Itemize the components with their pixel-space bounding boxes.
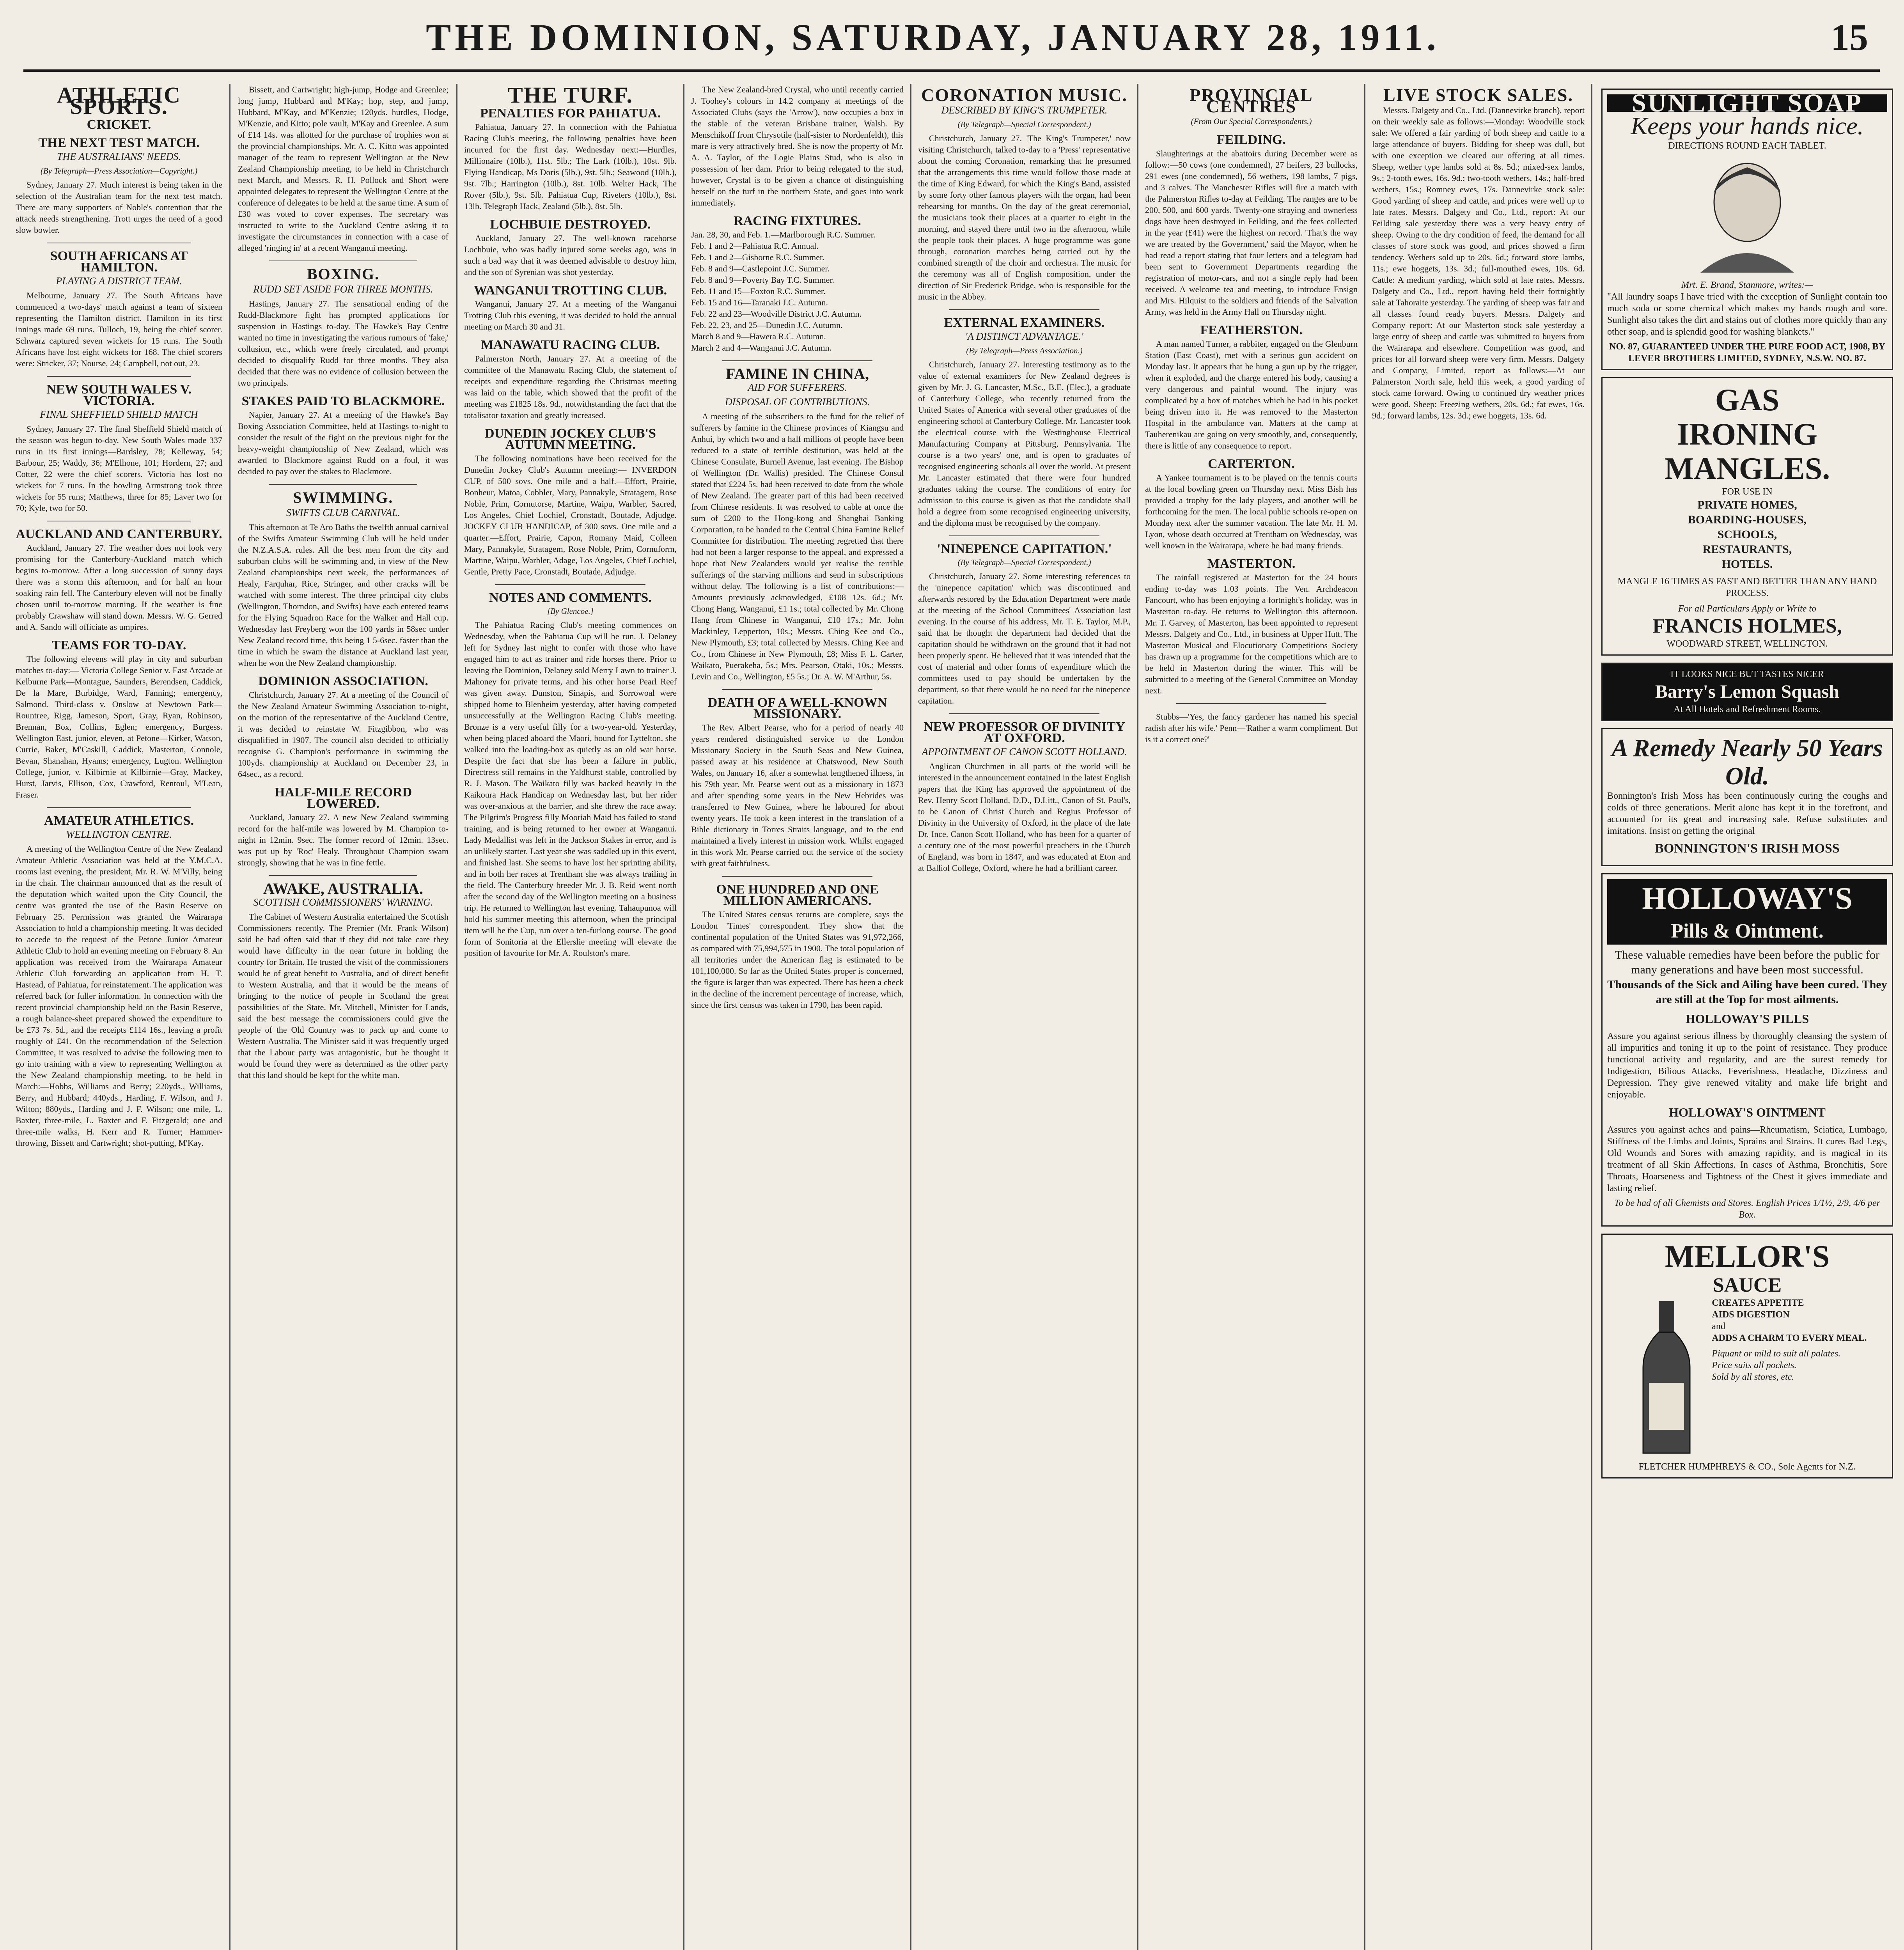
article-body: Hastings, January 27. The sensational ending of the Rudd-Blackmore fight has prompted applications for suspension in Hastings to-day. The Hawke's Bay Centre wanted no time in investigating the various rumours of 'fake,' collusion, etc., which were freely circulated, and prompt decided to disqualify Rudd for three months. They also decided that there was no evidence of collusion between the two principals. bbox=[238, 299, 449, 388]
article-heading: THE NEXT TEST MATCH. bbox=[38, 136, 200, 150]
article-body: Christchurch, January 27. At a meeting of the Council of the New Zealand Amateur Swimming Association to-night, on the motion of the representative of the Auckland Centre, it was decided to reinstate W. Fitzgibbon, who was disqualified in 1907. The council also decided to officially recognise G. Champion's performance in swimming the 100yds. championship at Auckland on December 23, in 64sec., as a record. bbox=[238, 690, 449, 779]
article-heading: AMATEUR ATHLETICS. bbox=[44, 814, 194, 828]
cricket-heading: CRICKET. bbox=[87, 117, 151, 132]
list-item: March 2 and 4—Wanganui J.C. Autumn. bbox=[691, 343, 831, 353]
ad-use-item: SCHOOLS, bbox=[1717, 528, 1777, 541]
article-body: Christchurch, January 27. Some interesting references to the 'ninepence capitation' which was discontinued and afterwards restored by the Education Department were made at the meeting of the School Committees' Association last evening. In the course of his address, Mr. T. E. Taylor, M.P., said that he thought the department had decided that the capitation should be withdrawn on the ground that it had not been properly spent. He believed that it was intended that the cost of material and other forms of expenditure which the committees used to pay should be undertaken by the department, so that there would be no need for the ninepence capitation. bbox=[918, 571, 1131, 706]
ad-testimonial-name: Mrt. E. Brand, Stanmore, writes:— bbox=[1681, 280, 1813, 290]
article-subheading: FINAL SHEFFIELD SHIELD MATCH bbox=[40, 409, 198, 420]
ad-text: For all Particulars Apply or Write to bbox=[1678, 604, 1817, 614]
section-heading: PROVINCIAL CENTRES bbox=[1190, 85, 1313, 116]
byline: (By Telegraph—Press Association—Copyright.) bbox=[40, 166, 198, 176]
column-rule bbox=[1137, 84, 1138, 1950]
article-body: Auckland, January 27. The weather does not look very promising for the Canterbury-Auckland match which begins to-morrow. After a long succession of sunny days there was a storm this afternoon, and for half an hour soaking rain fell. The Canterbury eleven will not be finally chosen until to-morrow morning. If the weather is fine probably Crawshaw will stand down. Messrs. W. G. Gerred and A. Sando will officiate as umpires. bbox=[16, 543, 222, 632]
article-body: Wanganui, January 27. At a meeting of the Wanganui Trotting Club this evening, it was decided to hold the annual meeting on March 30 and 31. bbox=[464, 299, 677, 332]
article-body: Bissett, and Cartwright; high-jump, Hodge and Greenlee; long jump, Hubbard and M'Kay; hop, step, and jump, Hubbard, M'Kay, and M'Kenzie; 120yds. hurdles, Hodge, M'Kenzie, and Kitto; pole vault, M'Kay and Greenlee. A sum of £14 14s. was allotted for the purchase of trophies won at the provincial championships. Mr. A. C. Kitto was appointed manager of the team to represent Wellington at the New Zealand Championship meeting, to be held in Christchurch next March, and Messrs. R. H. Pollock and Short were appointed delegates to represent the Wellington Centre at the conference of delegates to be held at the same time. A sum of £30 was voted to cover expenses. The secretary was instructed to write to the Auckland Centre asking it to investigate the circumstances in connection with a case of alleged 'ringing in' at a recent Wanganui meeting. bbox=[238, 85, 449, 253]
article-heading: EXTERNAL EXAMINERS. bbox=[944, 316, 1105, 330]
sauce-bottle-illustration bbox=[1627, 1297, 1705, 1461]
section-heading: BOXING. bbox=[307, 265, 380, 283]
column-advertisements bbox=[1599, 84, 1895, 1950]
article-body: Anglican Churchmen in all parts of the world will be interested in the announcement contained in the latest English papers that the King has approved the appointment of the Rev. Henry Scott Holland, D.D., D.Litt., Canon of St. Paul's, to be Canon of Christ Church and Regius Professor of Divinity in the University of Oxford, in the place of the late Dr. Ince. Canon Scott Holland, who has been for a quarter of a century one of the most powerful preachers in the Church of England, was born in 1847, and was educated at Eton and at Balliol College, Oxford, where he had a brilliant career. bbox=[918, 761, 1131, 873]
article-heading: NOTES AND COMMENTS. bbox=[489, 590, 652, 605]
article-heading: NEW PROFESSOR OF DIVINITY AT OXFORD. bbox=[924, 720, 1125, 745]
ad-barrys-lemon-squash bbox=[1601, 663, 1893, 721]
ad-address: WOODWARD STREET, WELLINGTON. bbox=[1666, 639, 1828, 649]
ad-title: MANGLES. bbox=[1664, 452, 1830, 486]
ad-brand: BONNINGTON'S IRISH MOSS bbox=[1655, 841, 1840, 856]
ad-brand: MELLOR'S bbox=[1665, 1239, 1830, 1274]
section-heading: LIVE STOCK SALES. bbox=[1383, 85, 1573, 105]
masthead-title: THE DOMINION, SATURDAY, JANUARY 28, 1911. bbox=[426, 16, 1440, 58]
article-heading: TEAMS FOR TO-DAY. bbox=[51, 638, 186, 652]
ad-use-item: PRIVATE HOMES, bbox=[1697, 498, 1797, 511]
ad-maker: FLETCHER HUMPHREYS & CO., Sole Agents for N.Z. bbox=[1638, 1462, 1856, 1472]
ad-use-item: HOTELS. bbox=[1721, 558, 1773, 571]
ad-body: Bonnington's Irish Moss has been continuously curing the coughs and colds of three generations. Merit alone has kept it in the forefront, and accounted for its great and increasing sale. Refuse substitutes and imitations. Insist on getting the original bbox=[1607, 791, 1887, 836]
article-heading: WANGANUI TROTTING CLUB. bbox=[473, 283, 667, 298]
article-body: The New Zealand-bred Crystal, who until recently carried J. Toohey's colours in 14.2 company at meetings of the Associated Clubs (says the 'Arrow'), now occupies a box in the stable of the veteran Brisbane trainer, Walsh. By Menschikoff from Chrysotile (half-sister to Nordenfeldt), this mare is very attractively bred. She is now the property of Mr. A. A. Taylor, of the Logie Plains Stud, who is also in possession of her dam. Prior to being relegated to the stud, however, Crystal is to be given a chance of distinguishing herself on the turf in the northern State, and goes into work immediately. bbox=[691, 85, 904, 207]
article-body: The following nominations have been received for the Dunedin Jockey Club's Autumn meeting:— INVERDON CUP, of 500 sovs. One mile and a half.—Effort, Prairie, Bonheur, Matoa, Cobbler, Mary, Pannakyle, Stratagem, Rose Noble, Prim, Cornutorse, Martine, Waipu, Warbler, Sacred, Los Angeles, Chief Lochiel, Cronstadt, Boutade, Adjudge. JOCKEY CLUB HANDICAP, of 300 sovs. One mile and a quarter.—Effort, Prairie, Capon, Romany Maid, Colleen Mary, Pannakyle, Stratagem, Rose Noble, Prim, Cornuform, Martine, Waipu, Warbler, Adage, Los Angeles, Chief Lochiel, Gentle, Pretty Pace, Cronstadt, Boutade, Adjudge. bbox=[464, 454, 677, 576]
article-body: Sydney, January 27. Much interest is being taken in the selection of the Australian team for the next test match. There are many supporters of Noble's contention that the attack needs strengthening. Trott urges the need of a good slow bowler. bbox=[16, 180, 222, 235]
article-heading: AWAKE, AUSTRALIA. bbox=[263, 880, 424, 897]
article-body: Auckland, January 27. The well-known racehorse Lochbuie, who was badly injured some weeks ago, was in such a bad way that it was deemed advisable to destroy him, and the son of Syrenian was shot yesterday. bbox=[464, 233, 677, 277]
article-body: This afternoon at Te Aro Baths the twelfth annual carnival of the Swifts Amateur Swimming Club will be held under the N.Z.A.S.A. rules. All the best men from the city and suburban clubs will be swimming and, in view of the New Zealand championships next week, the performances of Healy, Farquhar, Rice, Stringer, and other cracks will be watched with some interest. The three principal city clubs (Wellington, Thorndon, and Swifts) have each entered teams for the Flying Squadron Race for the Walker and Hall cup. Wednesday last Freyberg won the 100 yards in 58sec under New Zealand record time, this being 1 5-6sec. faster than the time in which he swam the distance at Auckland last year, when he won the New Zealand championship. bbox=[238, 522, 449, 668]
column-4 bbox=[691, 84, 904, 1950]
divider bbox=[47, 807, 191, 808]
article-subheading: SCOTTISH COMMISSIONERS' WARNING. bbox=[253, 897, 433, 908]
article-subheading: SWIFTS CLUB CARNIVAL. bbox=[286, 507, 401, 518]
ad-text: Thousands of the Sick and Ailing have been cured. They are still at the Top for most ailments. bbox=[1607, 978, 1887, 1006]
article-body: Auckland, January 27. A new New Zealand swimming record for the half-mile was lowered by M. Champion to-night in 12min. 9sec. The former record of 12min. 13sec. was put up by 'Roc' Healy. Throughout Champion swam strongly, showing that he was in fine fettle. bbox=[238, 812, 449, 867]
article-heading: DOMINION ASSOCIATION. bbox=[258, 674, 428, 688]
column-rule bbox=[1364, 84, 1365, 1950]
article-body: Slaughterings at the abattoirs during December were as follow:—50 cows (one condemned), 27 heifers, 23 bullocks, 291 ewes (one condemned), 56 wethers, 198 lambs, 7 pigs, and 3 calves. The Manchester Rifles will fire a match with the Palmerston Rifles to-day at Feilding. The ranges are to be 200, 500, and 600 yards. Twenty-one straying and ownerless dogs have been destroyed in Feilding, and the fees collected in the year (£41) were the highest on record. 'That's the way we are treated by the Government,' said the Mayor, when he had read a report stating that four letters and a telegram had been sent to Government Departments regarding the registration of motor-cars, and not a single reply had been received. A welcome tea and meeting, to introduce Ensign and Mrs. Hilquist to the soldiers and friends of the Salvation Army, was held in the Army Hall on Thursday night. bbox=[1145, 149, 1358, 317]
ad-title: GAS bbox=[1715, 383, 1780, 417]
article-body: A meeting of the Wellington Centre of the New Zealand Amateur Athletic Association was held at the Y.M.C.A. rooms last evening, the president, Mr. R. W. M'Villy, being in the chair. The chairman announced that as the result of the deputation which waited upon the City Council, the centre was granted the use of the Basin Reserve on February 25. Permission was granted the Wairarapa Association to hold a championship meeting. It was decided to accede to the request of the Petone Junior Amateur Athletic Club to hold an evening meeting on February 8. An application was received from the Wairarapa Amateur Athletic Club forwarding an application from H. T. Hastead, of Pahiatua, for reinstatement. The application was referred back for fuller information. In connection with the recent provincial championship held on the Basin Reserve, a rough balance-sheet prepared showed the expenditure to be £73 7s. 5d., and the receipts £114 16s., leaving a profit roughly of £41. On the recommendation of the Selection Committee, it was resolved to advise the following men to go into training with a view to representing Wellington at the New Zealand championship meeting, to be held in March:—Hobbs, Williams and Berry; 220yds., Williams, Berry, and Hubbard; 440yds., Harding, F. Wilson, and J. Wilton; 880yds., Harding and J. F. Wilson; one mile, L. Baxter, three-mile, L. Baxter and F. Fitzgerald; one and three-mile walks, H. Kerr and R. Turner; Hammer-throwing, Bissett and Cartwright; shot-putting, M'Kay. bbox=[16, 844, 222, 1148]
ad-title: A Remedy Nearly 50 Years Old. bbox=[1611, 734, 1883, 790]
byline: (From Our Special Correspondents.) bbox=[1191, 117, 1312, 126]
article-body: The Rev. Albert Pearse, who for a period of nearly 40 years rendered distinguished service to the London Missionary Society in the South Seas and New Guinea, passed away at his residence at Chatswood, New South Wales, on January 16, after a somewhat lengthened illness, in his 79th year. Mr. Pearse went out as a missionary in 1873 and after spending some years in the New Hebrides was transferred to New Guinea, where he laboured for about twenty years. He took a keen interest in the translation of a Bible dictionary in Torres Straits language, and to the end maintained a lively interest in mission work. Whilst engaged in this work Mr. Pearse carried out the service of the society with great faithfulness. bbox=[691, 723, 904, 868]
ad-sunlight-soap bbox=[1601, 89, 1893, 370]
article-heading: HALF-MILE RECORD LOWERED. bbox=[274, 785, 412, 811]
column-provincial bbox=[1145, 84, 1358, 1950]
divider bbox=[949, 535, 1099, 536]
ad-title: Pills & Ointment. bbox=[1607, 918, 1887, 945]
ad-footer: To be had of all Chemists and Stores. English Prices 1/1½, 2/9, 4/6 per Box. bbox=[1614, 1198, 1880, 1220]
article-heading: RACING FIXTURES. bbox=[734, 214, 861, 228]
byline: (By Telegraph—Special Correspondent.) bbox=[957, 558, 1091, 567]
ad-title: IRONING bbox=[1677, 417, 1818, 452]
ad-brand: Barry's Lemon Squash bbox=[1655, 681, 1840, 702]
article-heading: FEATHERSTON. bbox=[1200, 323, 1303, 337]
article-heading: DEATH OF A WELL-KNOWN MISSIONARY. bbox=[707, 695, 887, 721]
section-heading: THE TURF. bbox=[508, 84, 633, 108]
article-body: Messrs. Dalgety and Co., Ltd. (Dannevirke branch), report on their weekly sale as follows:—Monday: Woodville stock sale: We offered a fair yarding of both sheep and cattle to a large attendance of buyers. Bidding for sheep was dull, but with one exception we cleared our offering at all times. Sheep, wether type lambs sold at 8s. 5d.; mixed-sex lambs, 9s.; 2-tooth ewes, 16s. 9d.; two-tooth wethers, 14s.; half-bred wethers, 15s.; Romney ewes, 17s. Dannevirke stock sale: Good yarding of sheep and cattle, and prices were well up to late rates. Messrs. Dalgety and Co., Ltd., report: At our Feilding sale yesterday there was a very heavy entry of sheep. Owing to the dry condition of feed, the demand for all classes of store stock was good, and prices showed a firm tendency. Wethers sold up to 20s. 6d.; forward store lambs, 11s.; ewe hoggets, 13s. 3d.; full-mouthed ewes, 10s. 6d. Cattle: A medium yarding, which sold at late rates. Messrs. Dalgety and Co., Ltd., report having held their fortnightly sale at Tahoraite yesterday. The yarding of sheep was fair and all classes found ready buyers. Messrs. Dalgety and Company report: At our Masterton stock sale yesterday a large entry of sheep and cattle was submitted to buyers from the Wairarapa and elsewhere. Competition was good, and prices for all forward sheep were very firm. Messrs. Dalgety and Company, Limited, report as follows:—At our Palmerston North sale, held this week, a good yarding of stock came forward. Owing to continued dry weather prices were good. Sheep: Freezing wethers, 20s. 6d.; fat ewes, 16s. 9d.; forward lambs, 12s. 3d.; ewe hoggets, 13s. 6d. bbox=[1372, 105, 1585, 420]
divider bbox=[722, 876, 872, 877]
article-heading: 'NINEPENCE CAPITATION.' bbox=[937, 542, 1112, 556]
list-item: Feb. 8 and 9—Castlepoint J.C. Summer. bbox=[691, 264, 830, 273]
article-heading: LOCHBUIE DESTROYED. bbox=[490, 217, 651, 232]
article-body: Christchurch, January 27. 'The King's Trumpeter,' now visiting Christchurch, talked to-day to a 'Press' representative about the coming Coronation, remarking that he presumed that the arrangements this time would follow those made at the time of King Edward, for which the King's Band, assisted by some forty other famous players with the organ, had been rehearsing for months. On the day of the great ceremonial, the musicians took their places at a quarter to eight in the morning, and stayed there until two in the afternoon, while the people took their places. A huge programme was gone through, coronation marches being carried out by the combined strength of the choir and orchestra. The music for the ceremony was all of English composition, under the direction of Sir Frederick Bridge, who is responsible for the music in the Abbey. bbox=[918, 133, 1131, 301]
ad-brand: SUNLIGHT SOAP bbox=[1607, 94, 1887, 112]
page-number: 15 bbox=[1831, 16, 1868, 58]
article-body: Sydney, January 27. The final Sheffield Shield match of the season was begun to-day. New South Wales made 337 runs in its first innings—Bardsley, 78; Kelleway, 54; Barbour, 25; Waddy, 36; M'Elhone, 101; Hordern, 27; and Cotter, 22 were the chief scorers. Victoria has lost no wickets for 7 runs. In the bowling Armstrong took three wickets for 55 runs; Matthews, three for 85; Laver two for 70; Kyle, two for 50. bbox=[16, 424, 222, 513]
article-subheading: WELLINGTON CENTRE. bbox=[66, 829, 172, 840]
divider bbox=[949, 713, 1099, 714]
divider bbox=[269, 875, 417, 876]
article-body: A Yankee tournament is to be played on the tennis courts at the local bowling green on Thursday next. Miss Bish has provided a trophy for the lady players, and another will be forthcoming for the men. The local public schools re-open on Monday next after the summer vacation. The late Mr. H. M. Lyon, whose death occurred at Trentham on Wednesday, was well known in the Wairarapa, where he had many friends. bbox=[1145, 473, 1358, 550]
column-rule bbox=[683, 84, 684, 1950]
article-body: The Pahiatua Racing Club's meeting commences on Wednesday, when the Pahiatua Cup will be run. J. Delaney left for Sydney last night to confer with those who have engaged him to act as trainer and ride horses there. Prior to leaving the Dominion, Delaney sold Merry Lawn to trainer J. Mahoney for private terms, and his other horse Pearl Reef was given away. Dunston, Sinapis, and Sorrowoal were shipped home to Blenheim yesterday, after having competed unsuccessfully at the Wellington Racing Club's meeting. Bronze is a very useful filly for a two-year-old. Yesterday, when being placed aboard the Maori, bound for Lyttelton, she walked into the loading-box as quietly as an old war horse. Despite the fact that she has been a failure in public, Directress still remains in the Yaldhurst stable, controlled by R. J. Mason. The Waikato filly was backed heavily in the Kaikoura Hack Handicap on Wednesday last, but her rider was over-anxious at the barrier, and she threw the race away. The Pilgrim's Progress filly Mooriah Maid has failed to stand training, and is being returned to her owner at Wanganui. Lady Medallist was left in the Jackson Stakes in error, and is an unlikely starter. Last year she was saddled up in this event, and finished last. She seems to have lost her sprinting ability, and in both her races at Trentham she was always trailing in the field. The Canterbury breeder Mr. J. B. Reid went north after the second day of the Wellington meeting on a business trip. He returned to Wellington last evening. Tahaupunoa will hold his summer meeting this afternoon, when the principal item will be the Cup, run over a ten-furlong course. The good form of Sonitoria at the Ellerslie meeting will elevate the position of favourite for Mr. A. Roulston's mare. bbox=[464, 620, 677, 958]
divider bbox=[722, 689, 872, 690]
list-item: March 8 and 9—Hawera R.C. Autumn. bbox=[691, 332, 826, 341]
ad-text: CREATES APPETITE bbox=[1712, 1298, 1804, 1308]
ad-use-item: BOARDING-HOUSES, bbox=[1688, 513, 1807, 526]
article-heading: DUNEDIN JOCKEY CLUB'S AUTUMN MEETING. bbox=[485, 426, 656, 452]
article-subheading: RUDD SET ASIDE FOR THREE MONTHS. bbox=[253, 284, 433, 295]
ad-text: At All Hotels and Refreshment Rooms. bbox=[1674, 704, 1821, 714]
column-turf bbox=[464, 84, 677, 1950]
article-heading: SOUTH AFRICANS AT HAMILTON. bbox=[50, 249, 188, 275]
article-heading: FEILDING. bbox=[1217, 133, 1286, 147]
ad-guarantee: NO. 87, GUARANTEED UNDER THE PURE FOOD ACT, 1908, BY LEVER BROTHERS LIMITED, SYDNEY, N.S.W. NO. 87. bbox=[1609, 342, 1885, 363]
ad-directions: DIRECTIONS ROUND EACH TABLET. bbox=[1668, 141, 1826, 151]
divider bbox=[722, 360, 872, 361]
article-heading: CARTERTON. bbox=[1208, 457, 1295, 471]
list-item: Feb. 1 and 2—Pahiatua R.C. Annual. bbox=[691, 241, 819, 251]
ad-subtitle: HOLLOWAY'S OINTMENT bbox=[1669, 1105, 1826, 1119]
ad-use-item: RESTAURANTS, bbox=[1702, 543, 1792, 556]
ad-company: FRANCIS HOLMES, bbox=[1652, 615, 1842, 637]
section-heading: SWIMMING. bbox=[293, 489, 394, 506]
list-item: Feb. 8 and 9—Poverty Bay T.C. Summer. bbox=[691, 275, 835, 285]
ad-text: AIDS DIGESTION bbox=[1712, 1310, 1790, 1320]
ad-mellors-sauce bbox=[1601, 1234, 1893, 1478]
section-heading: CORONATION MUSIC. bbox=[921, 85, 1128, 105]
byline: (By Telegraph—Press Association.) bbox=[966, 346, 1083, 355]
ad-text: IT LOOKS NICE BUT TASTES NICER bbox=[1670, 669, 1824, 679]
ad-body: Assures you against aches and pains—Rheumatism, Sciatica, Lumbago, Stiffness of the Limbs and Joints, Sprains and Strains. It cures Bad Legs, Old Wounds and Sores with amazing rapidity, and is magical in its treatment of all Skin Affections. In cases of Asthma, Bronchitis, Sore Throats, Hoarseness and Tightness of the Chest it gives immediate and lasting relief. bbox=[1607, 1125, 1887, 1193]
ad-text: ADDS A CHARM TO EVERY MEAL. bbox=[1712, 1333, 1867, 1343]
divider bbox=[47, 376, 191, 377]
divider bbox=[1176, 703, 1326, 704]
column-athletic-sports bbox=[16, 84, 222, 1950]
ad-title: HOLLOWAY'S bbox=[1607, 879, 1887, 918]
ad-product: SAUCE bbox=[1713, 1274, 1782, 1296]
column-rule bbox=[456, 84, 457, 1950]
article-heading: MANAWATU RACING CLUB. bbox=[480, 338, 660, 352]
article-body: The following elevens will play in city and suburban matches to-day:— Victoria College Senior v. East Arcade at Kelburne Park—Montague, Saunders, Berendsen, Caddick, De la Mare, Burbidge, Ward, Fanning; emergency, Salmond. Third-class v. Onslow at Newtown Park—Rountree, Rigg, Jameson, Sport, Gray, Ryan, Robinson, Brennan, Box, Collins, Eglen; emergency, Burgess. Wellington East, junior, eleven, at Petone—Kirker, Watson, Currie, Baker, M'Caskill, Caddick, Masterton, Connole, Bevan, Shanahan, Hyams; emergency, Lugton. Wellington College, junior, v. Kilbirnie at Kilbirnie—Gray, Mackey, Hurst, Jarvis, Ellison, Cox, Crawford, Rentoul, M'Lean, Fraser. bbox=[16, 654, 222, 800]
article-heading: AUCKLAND AND CANTERBURY. bbox=[16, 527, 222, 541]
article-heading: MASTERTON. bbox=[1207, 557, 1296, 571]
article-body: Melbourne, January 27. The South Africans have commenced a two-days' match against a team of sixteen representing the Hamilton district. Hamilton in its first innings made 69 runs. Tulloch, 19, being the chief scorer. Schwarz captured seven wickets for 15 runs. The South Africans have lost eight wickets for 168. The chief scorers were: Stricker, 37; Nourse, 24; Campbell, not out, 23. bbox=[16, 291, 222, 368]
ad-text: Price suits all pockets. bbox=[1712, 1360, 1797, 1370]
column-5 bbox=[918, 84, 1131, 1950]
ad-gas-mangles bbox=[1601, 377, 1893, 656]
article-body: Pahiatua, January 27. In connection with the Pahiatua Racing Club's meeting, the following penalties have been incurred for the first day. Wednesday next:—Hurdles, Millionaire (10lb.), 11st. 5lb.; The Lark (10lb.), 10st. 9lb. Flying Handicap, Ms Doris (5lb.), 9st. 5lb.; Seawood (10lb.), 9st. 7lb.; Harrington (10lb.), 8st. 10lb. Welter Hack, The Rover (5lb.), 9st. 5lb. Pahiatua Cup, Riveters (10lb.), 8st. 13lb. Telegraph Hack, Zealand (5lb.), 8st. 5lb. bbox=[464, 122, 677, 211]
ad-text: Sold by all stores, etc. bbox=[1712, 1372, 1794, 1382]
list-item: Feb. 15 and 16—Taranaki J.C. Autumn. bbox=[691, 298, 828, 307]
article-body: The rainfall registered at Masterton for the 24 hours ending to-day was 1.03 points. The Ven. Archdeacon Fancourt, who has been enjoying a fortnight's holiday, was in Masterton to-day. He returns to Wellington this afternoon. Mr. T. Garvey, of Masterton, has been appointed to represent Messrs. Dalgety and Co., Ltd., in business at Upper Hutt. The Masterton Musical and Elocutionary Competitions Society has drawn up a programme for the competitions which are to be held in Masterton during the winter. This will be submitted to a meeting of the General Committee on Monday next. bbox=[1145, 573, 1358, 695]
article-heading: FAMINE IN CHINA, bbox=[725, 365, 869, 383]
column-rule bbox=[910, 84, 911, 1950]
article-subheading: THE AUSTRALIANS' NEEDS. bbox=[57, 151, 181, 162]
byline: (By Telegraph—Special Correspondent.) bbox=[957, 120, 1091, 129]
ad-tagline: Keeps your hands nice. bbox=[1631, 112, 1864, 140]
masthead-rule bbox=[23, 69, 1880, 72]
fixtures-list bbox=[691, 229, 904, 353]
article-body: Stubbs—'Yes, the fancy gardener has named his special radish after his wife.' Penn—'Rather a warm compliment. But is it a correct one?' bbox=[1145, 712, 1358, 744]
byline: [By Glencoe.] bbox=[547, 606, 594, 616]
divider bbox=[949, 309, 1099, 310]
article-heading: NEW SOUTH WALES V. VICTORIA. bbox=[46, 382, 191, 408]
article-body: A man named Turner, a rabbiter, engaged on the Glenburn Station (East Coast), met with a serious gun accident on Monday last. It appears that he hung a gun up by the trigger, when it exploded, and the charge entered his body, causing a very dangerous and painful wound. The injury was complicated by a box of matches which he had in his pocket being driven into it. He was removed to the Masterton Hospital in the ambulance van. Matters at the camp at Tauherenikau are going on very smoothly, and, consequently, there is little of any consequence to report. bbox=[1145, 339, 1358, 450]
article-body: A meeting of the subscribers to the fund for the relief of sufferers by famine in the Chinese provinces of Kiangsu and Anhui, by which two and a half millions of people have been reduced to a state of terrible destitution, was held at the Chinese Consulate, Burnell Avenue, last evening. The Bishop of Wellington (Dr. Wallis) presided. The Chinese Consul stated that £224 5s. had been received to date from the whole of New Zealand. The greater part of this had been received from Chinese residents. It was resolved to cable at once the sum of £200 to the Hong-kong and Shanghai Banking Corporation, to be handed to the Central China Famine Relief Committee for distribution. The meeting regretted that there had not been a larger response to the appeal, and expressed a hope that New Zealanders would yet realise the terrible sufferings of the starving millions and send in subscriptions without delay. The following is a list of contributions:—Amounts previously acknowledged, £108 12s. 6d.; Mr. Chong Hang, Wanganui, £1 1s.; total collected by Mr. Chong Hang from Chinese in Wanganui, £10 17s.; Mr. John Mackinley, Lepperton, 10s.; Messrs. Ching Kee and Co., New Plymouth, £3; total collected by Messrs. Ching Kee and Co., from Chinese in New Plymouth, £8; Miss F. L. Carter, Waikato, Puerakeha, 5s.; Mrs. Pearson, Otaki, 10s.; Messrs. Levin and Co., Wellington, £5 5s.; Dr. A. W. M'Arthur, 5s. bbox=[691, 411, 904, 681]
article-heading: STAKES PAID TO BLACKMORE. bbox=[241, 394, 445, 408]
ad-text: MANGLE 16 TIMES AS FAST AND BETTER THAN ANY HAND PROCESS. bbox=[1617, 576, 1877, 598]
list-item: Feb. 11 and 15—Foxton R.C. Summer. bbox=[691, 286, 826, 296]
column-rule bbox=[229, 84, 230, 1950]
list-item: Feb. 22 and 23—Woodville District J.C. Autumn. bbox=[691, 309, 862, 319]
divider bbox=[269, 484, 417, 485]
article-subheading: AID FOR SUFFERERS. bbox=[748, 382, 847, 393]
column-2 bbox=[238, 84, 449, 1950]
ad-text: Piquant or mild to suit all palates. bbox=[1712, 1349, 1841, 1359]
ad-text: FOR USE IN bbox=[1722, 487, 1773, 497]
article-body: Palmerston North, January 27. At a meeting of the committee of the Manawatu Racing Club, the statement of receipts and expenditure regarding the Christmas meeting was laid on the table, which showed that the profit of the meeting was £1825 18s. 9d., notwithstanding the fact that the totalisator taxation and greatly increased. bbox=[464, 354, 677, 420]
divider bbox=[495, 584, 645, 585]
ad-text: and bbox=[1712, 1321, 1725, 1331]
ad-bonnington-irish-moss bbox=[1601, 728, 1893, 866]
article-subheading: 'A DISTINCT ADVANTAGE.' bbox=[965, 331, 1083, 342]
masthead bbox=[35, 8, 1868, 66]
article-body: The United States census returns are complete, says the London 'Times' correspondent. They show that the continental population of the United States was 91,972,266, as compared with 75,994,575 in 1900. The total population of all territories under the American flag is estimated to be 101,100,000. So far as the United States proper is concerned, the figure is larger than was expected. There has been a check in the decline of the increment percentage of increase, which, since the first census was taken in 1790, has been rapid. bbox=[691, 909, 904, 1010]
article-heading: ONE HUNDRED AND ONE MILLION AMERICANS. bbox=[716, 882, 879, 908]
article-body: Christchurch, January 27. Interesting testimony as to the value of external examiners for New Zealand degrees is given by Mr. J. G. Lancaster, M.Sc., B.E. (Elec.), a graduate of Canterbury College, who recently returned from the United States of America with several other graduates of the engineering school at Canterbury College. Mr. Lancaster took the electrical course with the Westinghouse Electrical Manufacturing Company at Pittsburg, Pennsylvania. The course is a two years' one, and is open to graduates of recognised engineering schools all over the world. At present Mr. Lancaster estimated that there were four hundred graduates taking the course. The conditions of entry for admission to this course is given as that the candidate shall hold a degree from some recognised engineering university, and the diploma must be recognised by the company. bbox=[918, 360, 1131, 528]
article-subheading: DISPOSAL OF CONTRIBUTIONS. bbox=[725, 396, 870, 408]
ad-testimonial: "All laundry soaps I have tried with the exception of Sunlight contain too much soda or some chemical which makes my hands rough and sore. Sunlight also takes the dirt and stains out of clothes more quickly than any other soap, and is splendid good for washing blankets." bbox=[1607, 292, 1887, 337]
ad-holloways bbox=[1601, 873, 1893, 1227]
article-subheading: APPOINTMENT OF CANON SCOTT HOLLAND. bbox=[922, 746, 1127, 757]
woman-portrait-illustration bbox=[1677, 156, 1817, 273]
ad-text: These valuable remedies have been before the public for many generations and have been most successful. bbox=[1615, 948, 1880, 976]
list-item: Feb. 22, 23, and 25—Dunedin J.C. Autumn. bbox=[691, 320, 843, 330]
article-body: The Cabinet of Western Australia entertained the Scottish Commissioners recently. The Premier (Mr. Frank Wilson) said he had often said that if they did not take care they would have difficulty in the near future in holding the country for Britain. He trusted the visit of the commissioners would be of great benefit to Australia, and of direct benefit to Western Australia, and that it would be the means of bringing to the notice of people in Scotland the great possibilities of the State. Mr. Mitchell, Minister for Lands, said the best message the commissioners could give the people of the Old Country was to pack up and come to Western Australia. The Minister said it was frequently urged that the Labour party was antagonistic, but he thought it would be found they were as determined as the other party that this land should be kept for the white man. bbox=[238, 912, 449, 1080]
article-body: Napier, January 27. At a meeting of the Hawke's Bay Boxing Association Committee, held at Hastings to-night to consider the result of the fight on the previous night for the heavy-weight championship of New Zealand, which was awarded to Blackmore against Rudd on a foul, it was decided to pay over the stakes to Blackmore. bbox=[238, 410, 449, 476]
ad-body: Assure you against serious illness by thoroughly cleansing the system of all impurities and toning it up to the point of resistance. They produce functional activity and regularity, and are the surest remedy for Indigestion, Bilious Attacks, Feverishness, Headache, Dizziness and Depression. They give renewed vitality and make life bright and enjoyable. bbox=[1607, 1031, 1887, 1100]
section-heading: ATHLETIC SPORTS. bbox=[57, 84, 181, 119]
list-item: Jan. 28, 30, and Feb. 1.—Marlborough R.C. Summer. bbox=[691, 230, 876, 239]
ad-subtitle: HOLLOWAY'S PILLS bbox=[1685, 1012, 1809, 1026]
article-subheading: DESCRIBED BY KING'S TRUMPETER. bbox=[941, 105, 1108, 116]
column-rule bbox=[1591, 84, 1592, 1950]
article-subheading: PLAYING A DISTRICT TEAM. bbox=[56, 275, 182, 287]
list-item: Feb. 1 and 2—Gisborne R.C. Summer. bbox=[691, 252, 824, 262]
article-heading: PENALTIES FOR PAHIATUA. bbox=[480, 106, 661, 121]
column-livestock bbox=[1372, 84, 1585, 1950]
